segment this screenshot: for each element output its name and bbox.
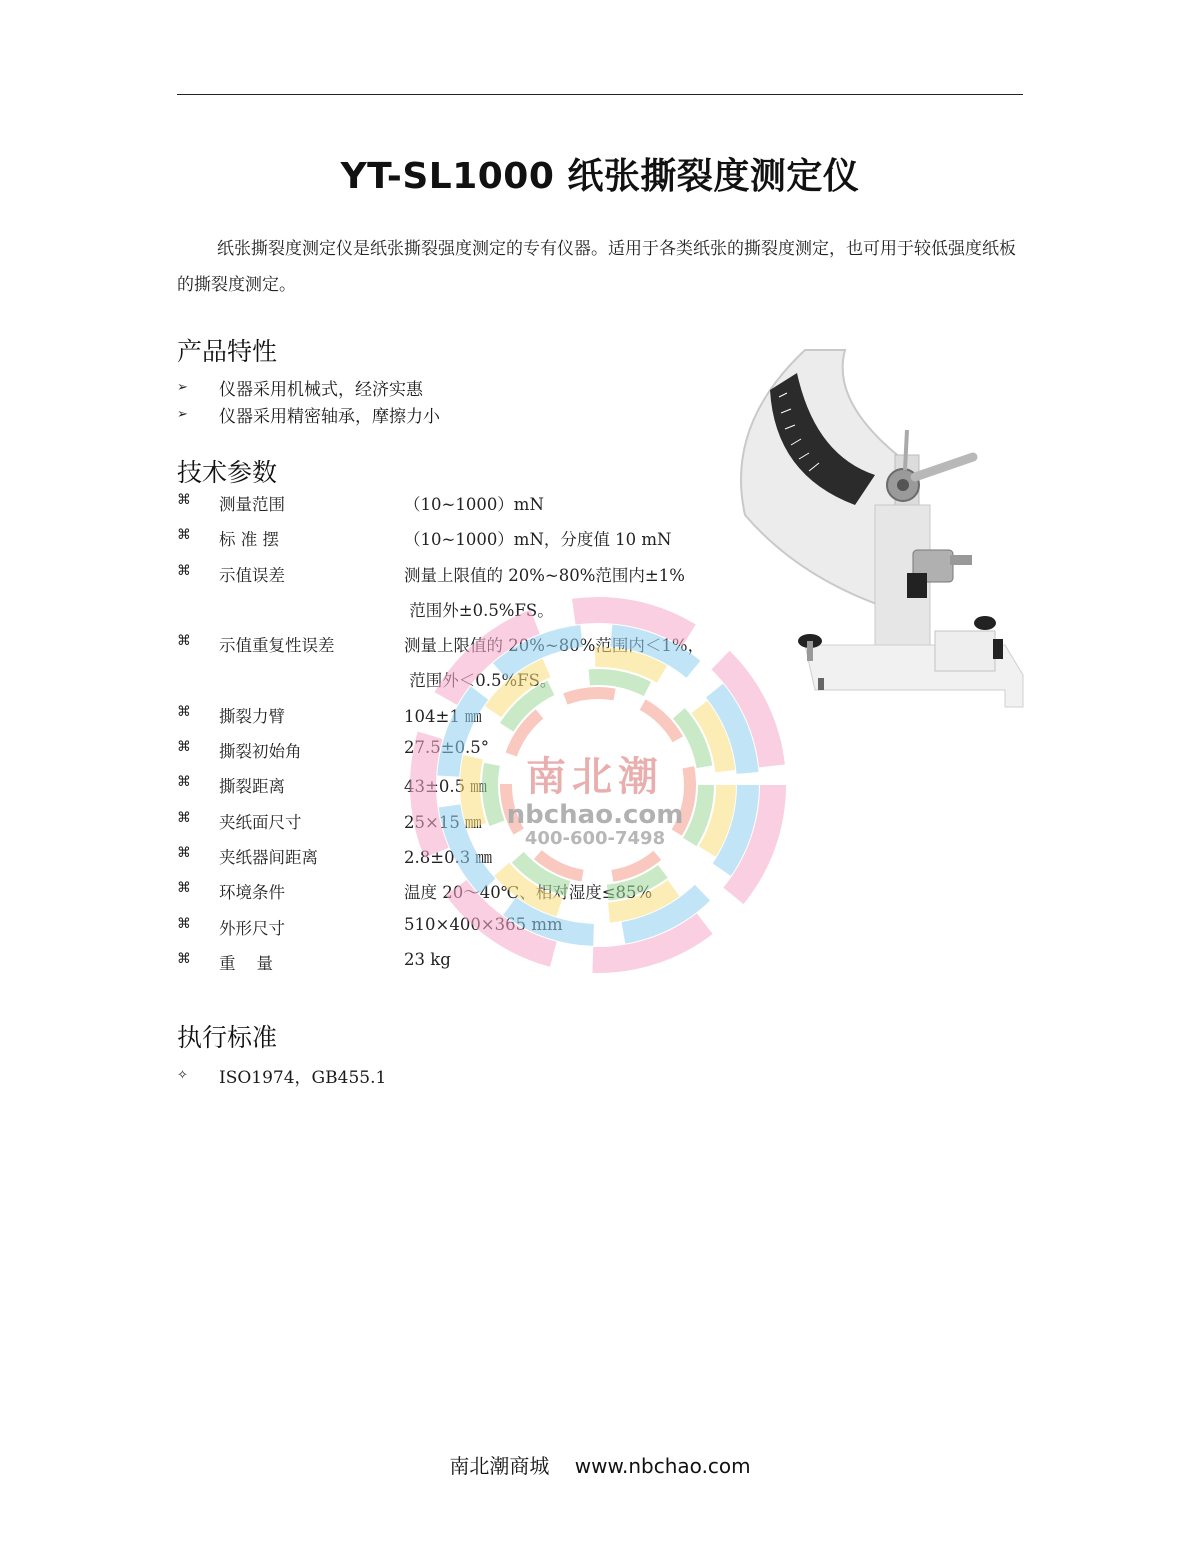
spec-value: 104±1 ㎜ <box>404 706 482 726</box>
spec-value: 23 kg <box>404 949 451 969</box>
spec-label: 外形尺寸 <box>219 918 285 938</box>
header-rule <box>177 94 1023 95</box>
star-bullet-icon: ✧ <box>177 1068 188 1083</box>
bullet-spacer <box>177 667 219 702</box>
spec-label: 示值重复性误差 <box>219 636 335 656</box>
spec-value: 测量上限值的 20%~80%范围内＜1%， <box>404 636 705 656</box>
feature-text: 仪器采用精密轴承，摩擦力小 <box>219 407 440 427</box>
list-item <box>177 374 737 401</box>
standards-heading: 执行标准 <box>177 1023 278 1052</box>
standard-text: ISO1974，GB455.1 <box>219 1068 387 1088</box>
document-title: YT-SL1000 纸张撕裂度测定仪 <box>340 156 860 197</box>
intro-paragraph: 纸张撕裂度测定仪是纸张撕裂强度测定的专有仪器。适用于各类纸张的撕裂度测定，也可用于较低强度纸板的撕裂度测定。 <box>177 239 1016 295</box>
label-spacer <box>219 667 404 702</box>
table-row <box>177 491 737 526</box>
spec-value-continued: 范围外±0.5%FS。 <box>404 600 554 620</box>
cross-bullet-icon: ⌘ <box>177 562 191 579</box>
features-heading: 产品特性 <box>177 337 278 366</box>
cross-bullet-icon: ⌘ <box>177 492 191 508</box>
spec-value: （10~1000）mN <box>404 495 544 514</box>
spec-label: 重 量 <box>219 953 273 973</box>
spec-label: 夹纸面尺寸 <box>219 812 302 832</box>
bullet-spacer <box>177 597 219 632</box>
list-item <box>177 401 737 428</box>
standards-list <box>177 1062 737 1089</box>
spec-value: 510×400×365 mm <box>404 914 563 934</box>
spec-label: 标 准 摆 <box>219 530 279 550</box>
spec-value: 27.5±0.5° <box>404 738 490 758</box>
cross-bullet-icon: ⌘ <box>177 950 191 967</box>
spec-label: 环境条件 <box>219 883 285 903</box>
cross-bullet-icon: ⌘ <box>177 633 191 650</box>
cross-bullet-icon: ⌘ <box>177 527 191 544</box>
spec-value-continued: 范围外＜0.5%FS。 <box>404 671 557 691</box>
spec-label: 夹纸器间距离 <box>219 847 318 867</box>
cross-bullet-icon: ⌘ <box>177 703 191 720</box>
features-list <box>177 374 737 428</box>
cross-bullet-icon: ⌘ <box>177 844 191 861</box>
spec-label: 撕裂距离 <box>219 777 285 797</box>
spec-value: 温度 20～40℃、相对湿度≤85% <box>404 883 653 903</box>
spec-label: 测量范围 <box>219 495 285 514</box>
list-item <box>177 1062 737 1089</box>
spec-label: 示值误差 <box>219 565 285 585</box>
tearing-tester-image <box>735 345 1025 715</box>
spec-value: 测量上限值的 20%~80%范围内±1% <box>404 565 685 585</box>
cross-bullet-icon: ⌘ <box>177 739 191 756</box>
cross-bullet-icon: ⌘ <box>177 915 191 932</box>
label-spacer <box>219 597 404 632</box>
cross-bullet-icon: ⌘ <box>177 880 191 897</box>
table-row <box>177 526 737 561</box>
specs-heading: 技术参数 <box>177 458 278 487</box>
spec-value: 43±0.5 ㎜ <box>404 777 487 797</box>
spec-value: （10~1000）mN，分度值 10 mN <box>404 530 672 550</box>
spec-value: 2.8±0.3 ㎜ <box>404 847 493 867</box>
feature-text: 仪器采用机械式，经济实惠 <box>219 380 423 400</box>
arrow-bullet-icon: ➢ <box>177 407 188 422</box>
cross-bullet-icon: ⌘ <box>177 809 191 826</box>
footer-text: 南北潮商城 www.nbchao.com <box>449 1454 751 1478</box>
spec-value: 25×15 ㎜ <box>404 812 482 832</box>
spec-label: 撕裂力臂 <box>219 706 285 726</box>
cross-bullet-icon: ⌘ <box>177 774 191 791</box>
arrow-bullet-icon: ➢ <box>177 380 188 395</box>
watermark-logo: 南北潮 nbchao.com 400-600-7498 <box>506 754 684 849</box>
spec-label: 撕裂初始角 <box>219 742 302 762</box>
